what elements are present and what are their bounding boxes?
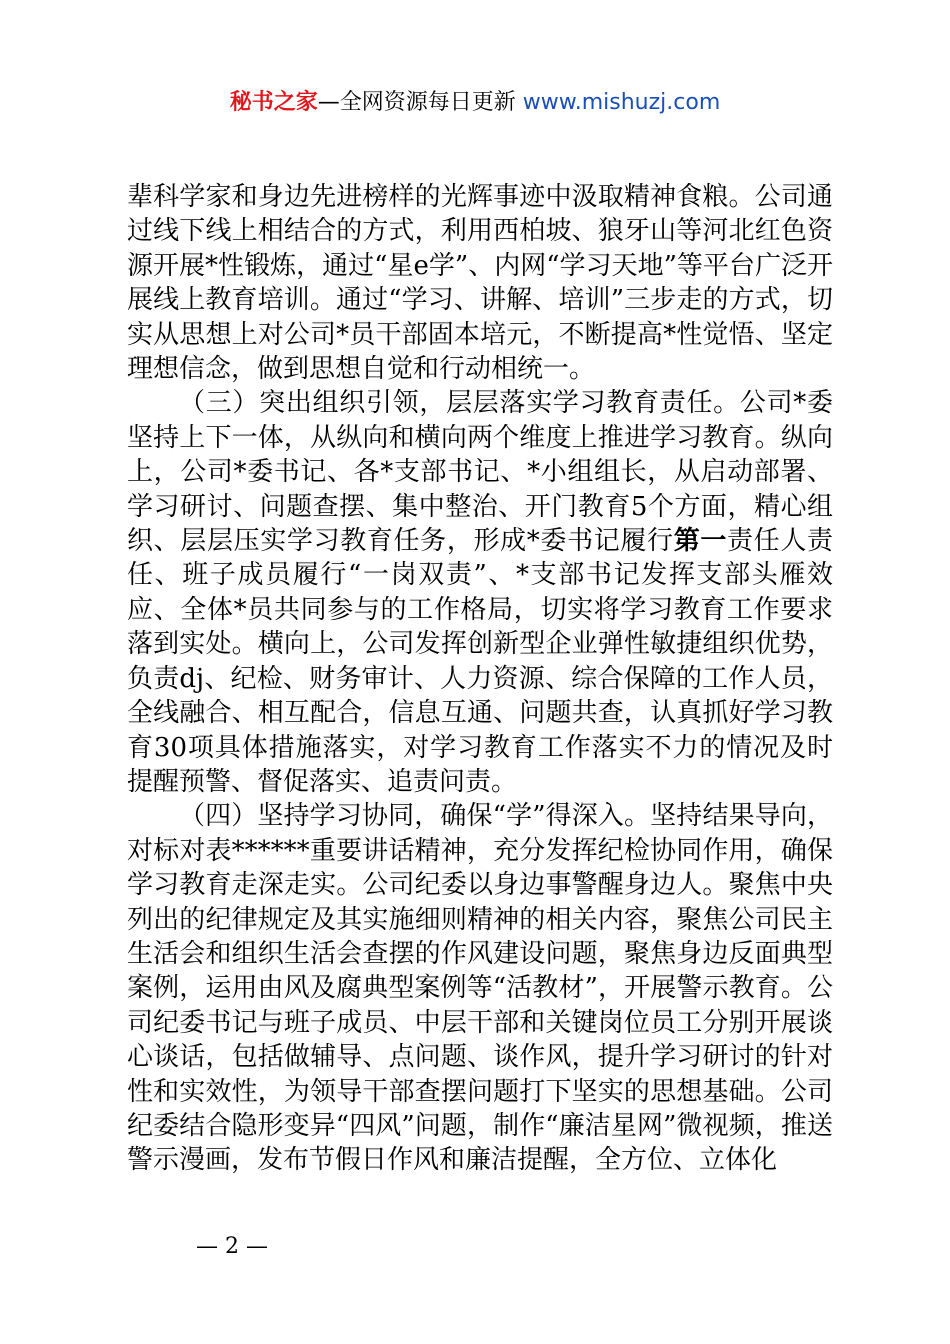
bold-emphasis: 第一 bbox=[673, 526, 728, 557]
paragraph-section-three bbox=[127, 386, 833, 799]
header-tagline: —全网资源每日更新 bbox=[317, 90, 523, 115]
page-header bbox=[0, 88, 950, 118]
paragraph-section-three-part-b: 责任人责任、班子成员履行“一岗双责”、*支部书记发挥支部头雁效应、全体*员共同参与的工作格局，切实将学习教育工作要求落到实处。横向上，公司发挥创新型企业弹性敏捷组织优势，负责dj、纪检、财务审计、人力资源、综合保障的工作人员，全线融合、相互配合，信息互通、问题共查，认真抓好学习教育30项具体措施落实，对学习教育工作落实不力的情况及时提醒预警、督促落实、追责问责。 bbox=[127, 526, 833, 797]
paragraph-continued: 辈科学家和身边先进榜样的光辉事迹中汲取精神食粮。公司通过线下线上相结合的方式，利用西柏坡、狼牙山等河北红色资源开展*性锻炼，通过“星e学”、内网“学习天地”等平台广泛开展线上教育培训。通过“学习、讲解、培训”三步走的方式，切实从思想上对公司*员干部固本培元，不断提高*性觉悟、坚定理想信念，做到思想自觉和行动相统一。 bbox=[127, 182, 833, 385]
header-url-link[interactable]: www.mishuzj.com bbox=[522, 90, 721, 115]
document-body bbox=[127, 180, 833, 1178]
paragraph-section-four: （四）坚持学习协同，确保“学”得深入。坚持结果导向，对标对表******重要讲话精神，充分发挥纪检协同作用，确保学习教育走深走实。公司纪委以身边事警醒身边人。聚焦中央列出的纪律规定及其实施细则精神的相关内容，聚焦公司民主生活会和组织生活会查摆的作风建设问题，聚焦身边反面典型案例，运用由风及腐典型案例等“活教材”，开展警示教育。公司纪委书记与班子成员、中层干部和关键岗位员工分别开展谈心谈话，包括做辅导、点问题、谈作风，提升学习研讨的针对性和实效性，为领导干部查摆问题打下坚实的思想基础。公司纪委结合隐形变异“四风”问题，制作“廉洁星网”微视频，推送警示漫画，发布节假日作风和廉洁提醒，全方位、立体化 bbox=[127, 801, 833, 1176]
page-number: — 2 — bbox=[196, 1234, 268, 1259]
paragraph-section-three-part-a: （三）突出组织引领，层层落实学习教育责任。公司*委坚持上下一体，从纵向和横向两个维度上推进学习教育。纵向上，公司*委书记、各*支部书记、*小组组长，从启动部署、学习研讨、问题查摆、集中整治、开门教育5个方面，精心组织、层层压实学习教育任务，形成*委书记履行 bbox=[127, 388, 833, 557]
header-brand: 秘书之家 bbox=[229, 90, 318, 115]
